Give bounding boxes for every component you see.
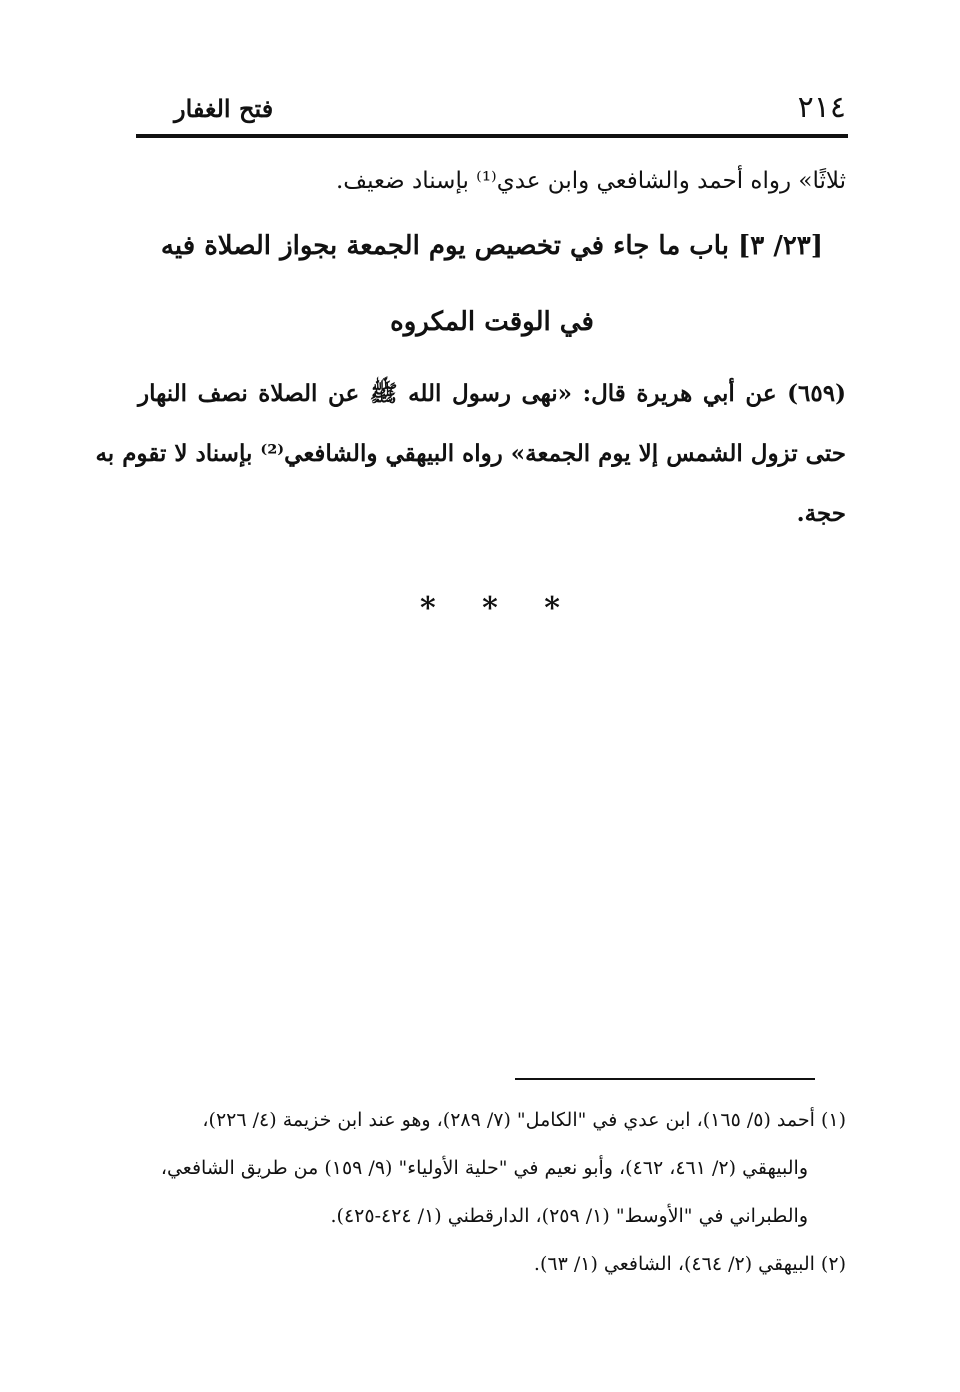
footnotes [130,1096,846,1288]
separator-star: * [482,591,498,626]
section-separator [420,592,560,626]
hadith-line-3: حجة. [796,500,846,527]
hadith-paragraph [95,364,846,544]
footnote-rule [515,1078,815,1080]
footnote-1-line-2: والبيهقي (٢/ ٤٦١، ٤٦٢)، وأبو نعيم في "حلية الأولياء" (٩/ ١٥٩) من طريق الشافعي، [160,1157,808,1179]
footnote-1-line-1: (١) أحمد (٥/ ١٦٥)، ابن عدي في "الكامل" (٧/ ٢٨٩)، وهو عند ابن خزيمة (٤/ ٢٢٦)، [202,1109,846,1131]
chapter-heading-line-1: [٢٣/ ٣] باب ما جاء في تخصيص يوم الجمعة بجواز الصلاة فيه [160,231,824,261]
header-rule [136,134,848,138]
footnote-2-line-1: (٢) البيهقي (٢/ ٤٦٤)، الشافعي (١/ ٦٣). [533,1253,846,1275]
page-number: ٢١٤ [797,90,846,125]
running-title: فتح الغفار [174,94,274,123]
hadith-line-2: حتى تزول الشمس إلا يوم الجمعة» رواه البيهقي والشافعي⁽²⁾ بإسناد لا تقوم به [95,440,846,467]
hadith-line-1: (٦٥٩) عن أبي هريرة قال: «نهى رسول الله ﷺ عن الصلاة نصف النهار [138,380,846,407]
page-header [138,86,846,132]
intro-paragraph [138,164,846,198]
chapter-heading-line-2: في الوقت المكروه [390,307,594,337]
footnote-1-line-3: والطبراني في "الأوسط" (١/ ٢٥٩)، الدارقطني (١/ ٤٢٤-٤٢٥). [330,1205,808,1227]
intro-line: ثلاثًا» رواه أحمد والشافعي وابن عدي⁽¹⁾ بإسناد ضعيف. [335,168,846,194]
separator-star: * [544,591,560,626]
separator-star: * [420,591,436,626]
